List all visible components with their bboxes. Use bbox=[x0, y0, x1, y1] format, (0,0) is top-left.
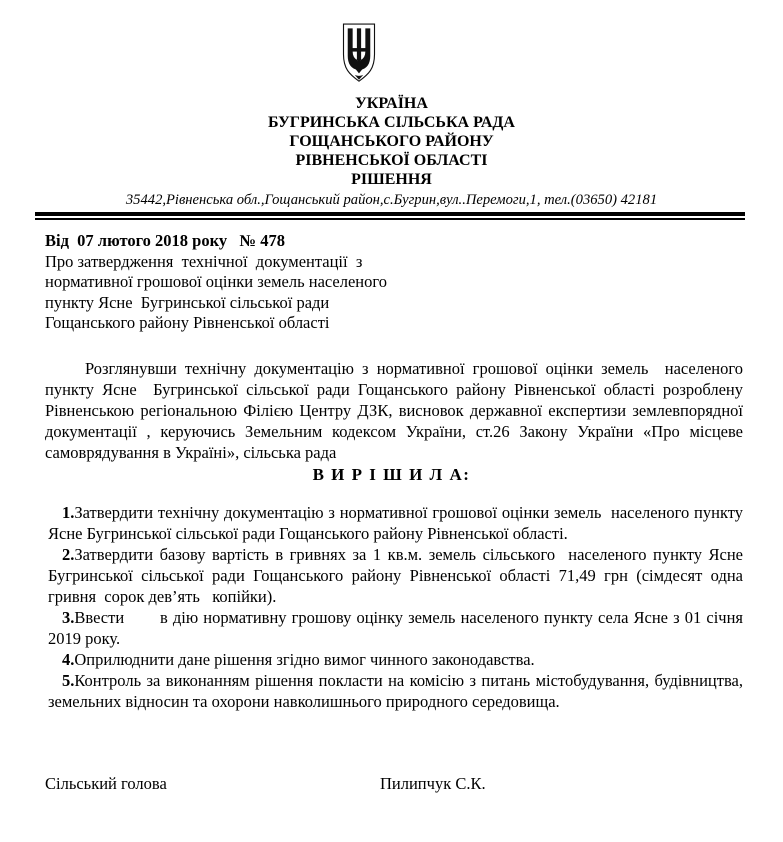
decision-items-list bbox=[48, 502, 748, 712]
country-name: УКРАЇНА bbox=[355, 95, 428, 112]
document-type-title: РІШЕННЯ bbox=[351, 171, 432, 188]
ukraine-trident-emblem-icon bbox=[337, 22, 381, 84]
subject-line: нормативної грошової оцінки земель населеного bbox=[45, 272, 387, 291]
district-name: ГОЩАНСЬКОГО РАЙОНУ bbox=[289, 133, 494, 150]
council-address-line: 35442,Рівненська обл.,Гощанський район,с.Бугрин,вул..Перемоги,1, тел.(03650) 42181 bbox=[125, 192, 658, 208]
signature-row bbox=[45, 774, 743, 794]
region-name: РІВНЕНСЬКОЇ ОБЛАСТІ bbox=[295, 152, 488, 169]
decision-item-1 bbox=[48, 502, 748, 544]
subject-block bbox=[45, 252, 738, 334]
subject-line: Про затвердження технічної документації з bbox=[45, 251, 363, 271]
item-text: Оприлюднити дане рішення згідно вимог чинного законодавства. bbox=[74, 649, 535, 669]
decision-item-3 bbox=[48, 607, 748, 649]
decision-item-5 bbox=[48, 670, 748, 712]
header-divider-rule bbox=[35, 212, 745, 220]
item-text: Ввести в дію нормативну грошову оцінку земель населеного пункту села Ясне з 01 січня 2019 року. bbox=[48, 607, 748, 648]
decision-item-2 bbox=[48, 544, 748, 607]
resolved-heading: В И Р І Ш И Л А: bbox=[312, 464, 471, 484]
council-name: БУГРИНСЬКА СІЛЬСЬКА РАДА bbox=[268, 114, 515, 131]
date-and-number-line: Від 07 лютого 2018 року № 478 bbox=[45, 231, 285, 250]
preamble-paragraph: Розглянувши технічну документацію з нормативної грошової оцінки земель населеного пункту Ясне Бугринської сільської ради Гощанського району Рівненської області розроблену Рівненською регіональною Філією Центру ДЗК, висновок державної експертизи землевпорядної документації , керуючись Земельним кодексом України, ст.26 Закону України «Про місцеве самоврядування в Україні», сільська рада bbox=[45, 358, 748, 462]
item-number: 3. bbox=[62, 607, 75, 627]
signer-name: Пилипчук С.К. bbox=[380, 774, 486, 793]
coat-of-arms-container bbox=[0, 0, 783, 84]
item-number: 4. bbox=[62, 649, 75, 669]
item-text: Затвердити базову вартість в гривнях за 1 кв.м. земель сільського населеного пункту Ясне Бугринської сільської ради Гощанського району Рівненської області 71,49 грн (сімдесят одна гривня сорок дев’ять копійки). bbox=[48, 544, 748, 606]
item-text: Затвердити технічну документацію з нормативної грошової оцінки земель населеного пункту Ясне Бугринської сільської ради Гощанського району Рівненської області. bbox=[48, 502, 748, 543]
item-number: 1. bbox=[62, 502, 75, 522]
decision-item-4 bbox=[48, 649, 743, 670]
item-text: Контроль за виконанням рішення покласти на комісію з питань містобудування, будівництва, земельних відносин та охорони навколишнього природного середовища. bbox=[48, 670, 748, 711]
organization-header bbox=[0, 94, 783, 189]
subject-line: Гощанського району Рівненської області bbox=[45, 313, 330, 332]
signer-title: Сільський голова bbox=[45, 774, 167, 793]
item-number: 5. bbox=[62, 670, 75, 690]
document-meta-block bbox=[45, 231, 738, 334]
subject-line: пункту Ясне Бугринської сільської ради bbox=[45, 292, 330, 312]
item-number: 2. bbox=[62, 544, 75, 564]
